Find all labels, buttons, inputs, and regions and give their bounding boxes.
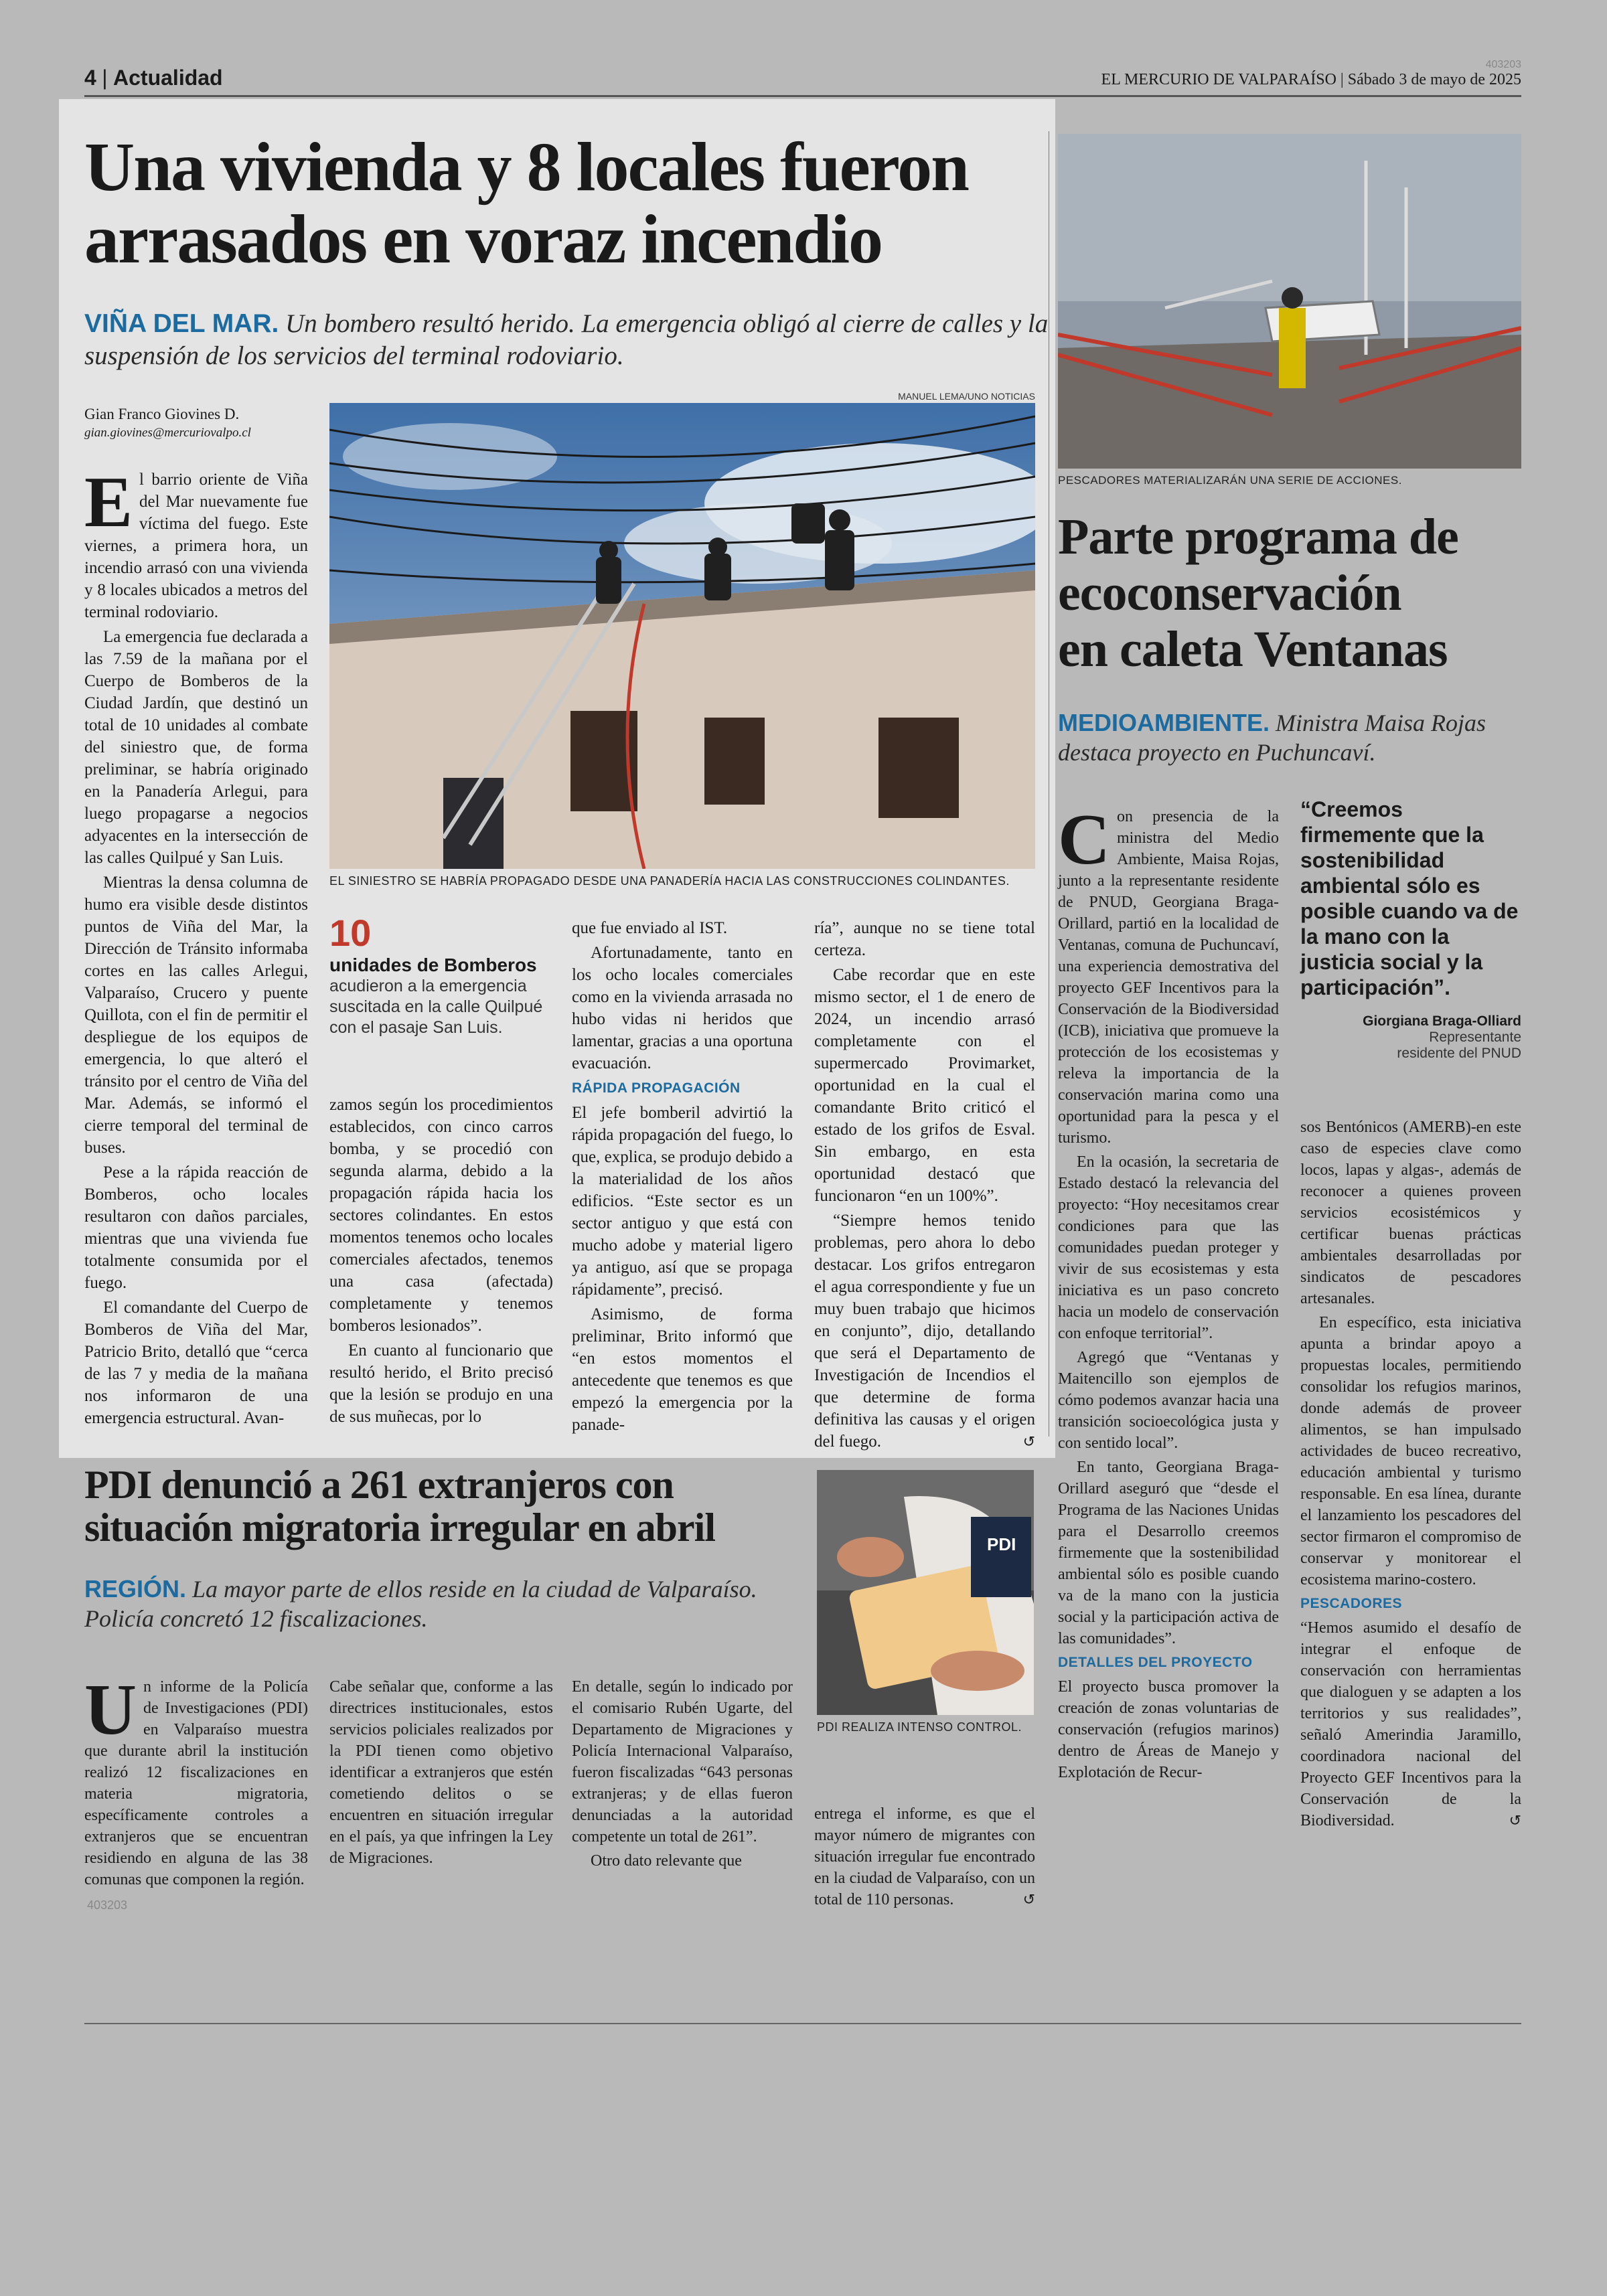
eco-subhead: PESCADORES <box>1300 1596 1403 1611</box>
pdi-badge: PDI <box>987 1534 1016 1554</box>
fire-paragraph: Cabe recordar que en este mismo sector, el 1 de enero de 2024, un incendio arrasó completamente con el supermercado Provimarket, oportunidad en la cual el comandante Brito criticó el estado de los grifos de Esval. Sin embargo, en esta oportunidad destacó que funcionaron “en un 100%”. <box>814 966 1035 1205</box>
fire-column-1 <box>84 463 308 1432</box>
pdi-column-4 <box>814 1803 1035 1913</box>
eco-p-last: “Hemos asumido el desafío de integrar el enfoque de conservación con herramientas que dialoguen y se adapten a los territorios y sus realidades”, señaló Amerindia Jaramillo, coordinadora nacional del Proyecto GEF Incentivos para la Conservación de la Biodiversidad. <box>1300 1619 1521 1829</box>
fire-column-4 <box>814 917 1035 1455</box>
pdi-kicker: REGIÓN. <box>84 1575 187 1603</box>
fire-headline-line1: Una vivienda y 8 locales fueron <box>84 129 968 206</box>
eco-paragraph: sos Bentónicos (AMERB)-en este caso de especies clave como locos, lapas y algas-, además de reconocer a quienes proveen servicios ecosistémicos y certificar buenas prácticas ambientales desarrolladas por sindicatos de pescadores artesanales. <box>1300 1119 1521 1307</box>
pdi-photo <box>817 1470 1034 1715</box>
pdi-column-1 <box>84 1670 308 1893</box>
eco-headline-line3: en caleta Ventanas <box>1058 621 1448 677</box>
fact-title: unidades de Bomberos <box>329 955 537 975</box>
fire-paragraph: zamos según los procedimientos establecidos, con cinco carros bomba, y se procedió con segunda alarma, debido a la propagación rápida hacia los sectores colindantes. En estos momentos tenemos ocho locales comerciales afectados, tenemos una casa (afectada) completamente y tenemos bomberos lesionados”. <box>329 1096 553 1335</box>
pdi-deck-text: La mayor parte de ellos reside en la ciudad de Valparaíso. Policía concretó 12 fiscalizaciones. <box>84 1576 757 1632</box>
fire-paragraph: El comandante del Cuerpo de Bomberos de Viña del Mar, Patricio Brito, detalló que “cerca de las 7 y media de la mañana nos informaron de una emergencia estructural. Avan- <box>84 1299 308 1427</box>
eco-paragraph: En tanto, Georgiana Braga-Orillard aseguró que “desde el Programa de las Naciones Unidas para el Desarrollo creemos firmemente que la sostenibilidad ambiental sólo es posible cuando va de la mano con la justicia social y la participación activa de las comunidades”. <box>1058 1459 1279 1647</box>
eco-subhead: DETALLES DEL PROYECTO <box>1058 1655 1253 1670</box>
fact-box <box>329 913 553 1038</box>
pdi-column-2 <box>329 1676 553 1872</box>
pdi-headline <box>84 1463 821 1549</box>
fire-photo <box>329 403 1035 869</box>
fire-paragraph <box>814 1210 1035 1453</box>
section-name: Actualidad <box>113 66 223 90</box>
byline <box>84 406 312 440</box>
eco-paragraph: El proyecto busca promover la creación de zonas voluntarias de conservación (refugios marinos) dentro de Áreas de Manejo y Explotación de Recur- <box>1058 1678 1279 1781</box>
fire-paragraph: Mientras la densa columna de humo era visible desde distintos puntos de Viña del Mar, la Dirección de Tránsito informaba cortes en las calles Arlegui, Valparaíso, Crucero y puente Quillota, con el fin de permitir el despliegue de los equipos de emergencia, lo que alteró el tránsito por el centro de Viña del Mar. Además, se informó el cierre temporal del terminal de buses. <box>84 874 308 1157</box>
watermark-bottom: 403203 <box>87 1898 128 1912</box>
fire-kicker: VIÑA DEL MAR. <box>84 309 279 338</box>
eco-headline-line2: ecoconservación <box>1058 565 1401 621</box>
fact-number: 10 <box>329 912 372 954</box>
eco-paragraph: Agregó que “Ventanas y Maitencillo son ejemplos de cómo podemos avanzar hacia una transición socioecológica justa y con sentido local”. <box>1058 1349 1279 1452</box>
newspaper-date: EL MERCURIO DE VALPARAÍSO | Sábado 3 de mayo de 2025 <box>1101 71 1521 88</box>
fire-paragraph: En cuanto al funcionario que resultó herido, el Brito precisó que la lesión se produjo en una de sus muñecas, por lo <box>329 1341 553 1426</box>
fire-end-mark: ↺ <box>1022 1433 1035 1450</box>
eco-headline-line1: Parte programa de <box>1058 509 1458 565</box>
fire-headline <box>84 131 1055 276</box>
fire-p1-text: l barrio oriente de Viña del Mar nuevamente fue víctima del fuego. Este viernes, a primera hora, un incendio arrasó con una vivienda y 8 locales ubicados a metros del terminal rodoviario. <box>84 471 308 621</box>
quote-role-line2: residente del PNUD <box>1397 1046 1521 1061</box>
pdi-headline-line2: situación migratoria irregular en abril <box>84 1505 716 1550</box>
pdi-dropcap: U <box>84 1670 137 1750</box>
fire-subhead: RÁPIDA PROPAGACIÓN <box>572 1080 741 1096</box>
eco-column-1 <box>1058 800 1279 1786</box>
author-name: Gian Franco Giovines D. <box>84 406 240 422</box>
pdi-paragraph <box>814 1803 1035 1910</box>
pull-quote-text: “Creemos firmemente que la sostenibilidad ambiental sólo es posible cuando va de la mano con la justicia social y la participación”. <box>1300 797 1519 999</box>
fire-deck <box>84 308 1049 372</box>
pdi-headline-line1: PDI denunció a 261 extranjeros con <box>84 1463 674 1507</box>
fire-column-3 <box>572 917 793 1439</box>
fire-deck-text: Un bombero resultó herido. La emergencia obligó al cierre de calles y la suspensión de los servicios del terminal rodoviario. <box>84 309 1049 370</box>
fire-p-last: “Siempre hemos tenido problemas, pero ahora lo debo destacar. Los grifos entregaron el agua correspondiente y fue un muy buen trabajo que hicimos en conjunto”, dijo, detallando que será el Departamento de Investigación de Incendios el que determine de forma definitiva las causas y el origen del fuego. <box>814 1212 1035 1451</box>
eco-p1-text: on presencia de la ministra del Medio Ambiente, Maisa Rojas, junto a la representante residente de PNUD, Georgiana Braga-Orillard, partió en la localidad de Ventanas, comuna de Puchuncaví, una experiencia demostrativa del proyecto GEF Incentivos para la Conservación de la Biodiversidad (ICB), iniciativa que promueve la protección de los ecosistemas y releva la importancia de la conservación marina como una oportunidad para la pesca y el turismo. <box>1058 808 1279 1147</box>
fire-paragraph: ría”, aunque no se tiene total certeza. <box>814 919 1035 959</box>
photo-credit: MANUEL LEMA/UNO NOTICIAS <box>898 391 1035 402</box>
fire-paragraph: Asimismo, de forma preliminar, Brito informó que “en estos momentos el antecedente que tenemos es que empezó la emergencia por la panade- <box>572 1305 793 1434</box>
fire-paragraph: El jefe bomberil advirtió la rápida propagación del fuego, lo que, explica, se produjo debido a la materialidad de los años edificios. “Este sector es un sector antiguo y que está con mucho adobe y material ligero ya antiguo, así que se propaga rápidamente”, precisó. <box>572 1104 793 1299</box>
pdi-paragraph: En detalle, según lo indicado por el comisario Rubén Ugarte, del Departamento de Migraciones y Policía Internacional Valparaíso, fueron fiscalizadas “643 personas extranjeras; y de ellas fueron denunciadas a la autoridad competente un total de 261”. <box>572 1678 793 1846</box>
pull-quote <box>1300 797 1521 1062</box>
page-number: 4 <box>84 66 96 90</box>
eco-photo-illustration <box>1058 134 1521 469</box>
quote-author: Giorgiana Braga-Olliard <box>1363 1013 1521 1029</box>
fire-paragraph: que fue enviado al IST. <box>572 919 728 937</box>
eco-dropcap: C <box>1058 800 1110 880</box>
fire-paragraph: Pese a la rápida reacción de Bomberos, ocho locales resultaron con daños parciales, mientras que una vivienda fue totalmente consumida por el fuego. <box>84 1163 308 1292</box>
pdi-paragraph: Cabe señalar que, conforme a las directrices institucionales, estos servicios policiales realizados por la PDI tienen como objetivo identificar a extranjeros que estén cometiendo delitos o se encuentren en situación irregular en el país, ya que infringen la Ley de Migraciones. <box>329 1678 553 1867</box>
eco-end-mark: ↺ <box>1509 1812 1521 1829</box>
pdi-end-mark: ↺ <box>1022 1891 1035 1908</box>
eco-headline <box>1058 509 1521 677</box>
author-email: gian.giovines@mercuriovalpo.cl <box>84 426 251 440</box>
eco-paragraph: En la ocasión, la secretaria de Estado destacó la relevancia del proyecto: “Hoy necesitamos crear condiciones para que las comunidades puedan proteger y vivir de sus ecosistemas y esta iniciativa es un paso concreto hacia un modelo de conservación con enfoque territorial”. <box>1058 1153 1279 1342</box>
pdi-column-3 <box>572 1676 793 1874</box>
pdi-paragraph: Otro dato relevante que <box>591 1852 742 1870</box>
pdi-p1-text: n informe de la Policía de Investigaciones (PDI) en Valparaíso muestra que durante abril la institución realizó 12 fiscalizaciones en materia migratoria, específicamente controles a extranjeros que se encuentran residiendo en alguna de las 38 comunas que componen la región. <box>84 1678 308 1888</box>
watermark-top: 403203 <box>1485 59 1521 70</box>
header-rule <box>84 95 1521 97</box>
pdi-photo-illustration <box>817 1470 1034 1715</box>
eco-paragraph <box>1300 1617 1521 1831</box>
eco-deck-text: Ministra Maisa Rojas destaca proyecto en Puchuncaví. <box>1058 710 1486 766</box>
pdi-photo-caption: PDI REALIZA INTENSO CONTROL. <box>817 1720 1022 1734</box>
page-header: 4 | Actualidad EL MERCURIO DE VALPARAÍSO | Sábado 3 de mayo de 2025 403203 <box>84 59 1521 90</box>
eco-photo <box>1058 134 1521 469</box>
footer-rule <box>84 2023 1521 2024</box>
pdi-paragraph <box>84 1670 308 1890</box>
eco-photo-caption: PESCADORES MATERIALIZARÁN UNA SERIE DE ACCIONES. <box>1058 474 1402 487</box>
eco-deck <box>1058 708 1521 767</box>
fire-photo-caption: EL SINIESTRO SE HABRÍA PROPAGADO DESDE UNA PANADERÍA HACIA LAS CONSTRUCCIONES COLINDANTES. <box>329 874 1010 888</box>
fact-text: acudieron a la emergencia suscitada en la calle Quilpué con el pasaje San Luis. <box>329 977 543 1037</box>
fire-photo-illustration <box>329 403 1035 869</box>
fire-paragraph: Afortunadamente, tanto en los ocho locales comerciales como en la vivienda arrasada no hubo vidas ni heridos que lamentar, gracias a una oportuna evacuación. <box>572 944 793 1072</box>
eco-kicker: MEDIOAMBIENTE. <box>1058 709 1270 736</box>
eco-paragraph: En específico, esta iniciativa apunta a brindar apoyo a propuestas locales, permitiendo consolidar los refugios marinos, donde además de proveer alimentos, se han impulsado actividades de buceo recreativo, educación ambiental y turismo responsable. En esa línea, durante el lanzamiento los pescadores del sector firmaron el compromiso de conservar y monitorear el ecosistema marino-costero. <box>1300 1314 1521 1588</box>
pdi-deck <box>84 1574 761 1633</box>
pdi-p-last: entrega el informe, es que el mayor número de migrantes con situación irregular fue encontrado en la ciudad de Valparaíso, con un total de 110 personas. <box>814 1805 1035 1908</box>
fire-column-2 <box>329 1094 553 1430</box>
eco-paragraph <box>1058 800 1279 1149</box>
fire-dropcap: E <box>84 463 133 542</box>
fire-paragraph: La emergencia fue declarada a las 7.59 de la mañana por el Cuerpo de Bomberos de la Ciudad Jardín, que destinó un total de 10 unidades al combate del siniestro que, de forma preliminar, se habría originado en la Panadería Arlegui, para luego propagarse a negocios adyacentes en la intersección de las calles Quilpué y San Luis. <box>84 628 308 867</box>
quote-role-line1: Representante <box>1429 1030 1521 1045</box>
fire-headline-line2: arrasados en voraz incendio <box>84 201 883 278</box>
eco-column-2 <box>1300 1117 1521 1834</box>
fire-paragraph <box>84 463 308 623</box>
